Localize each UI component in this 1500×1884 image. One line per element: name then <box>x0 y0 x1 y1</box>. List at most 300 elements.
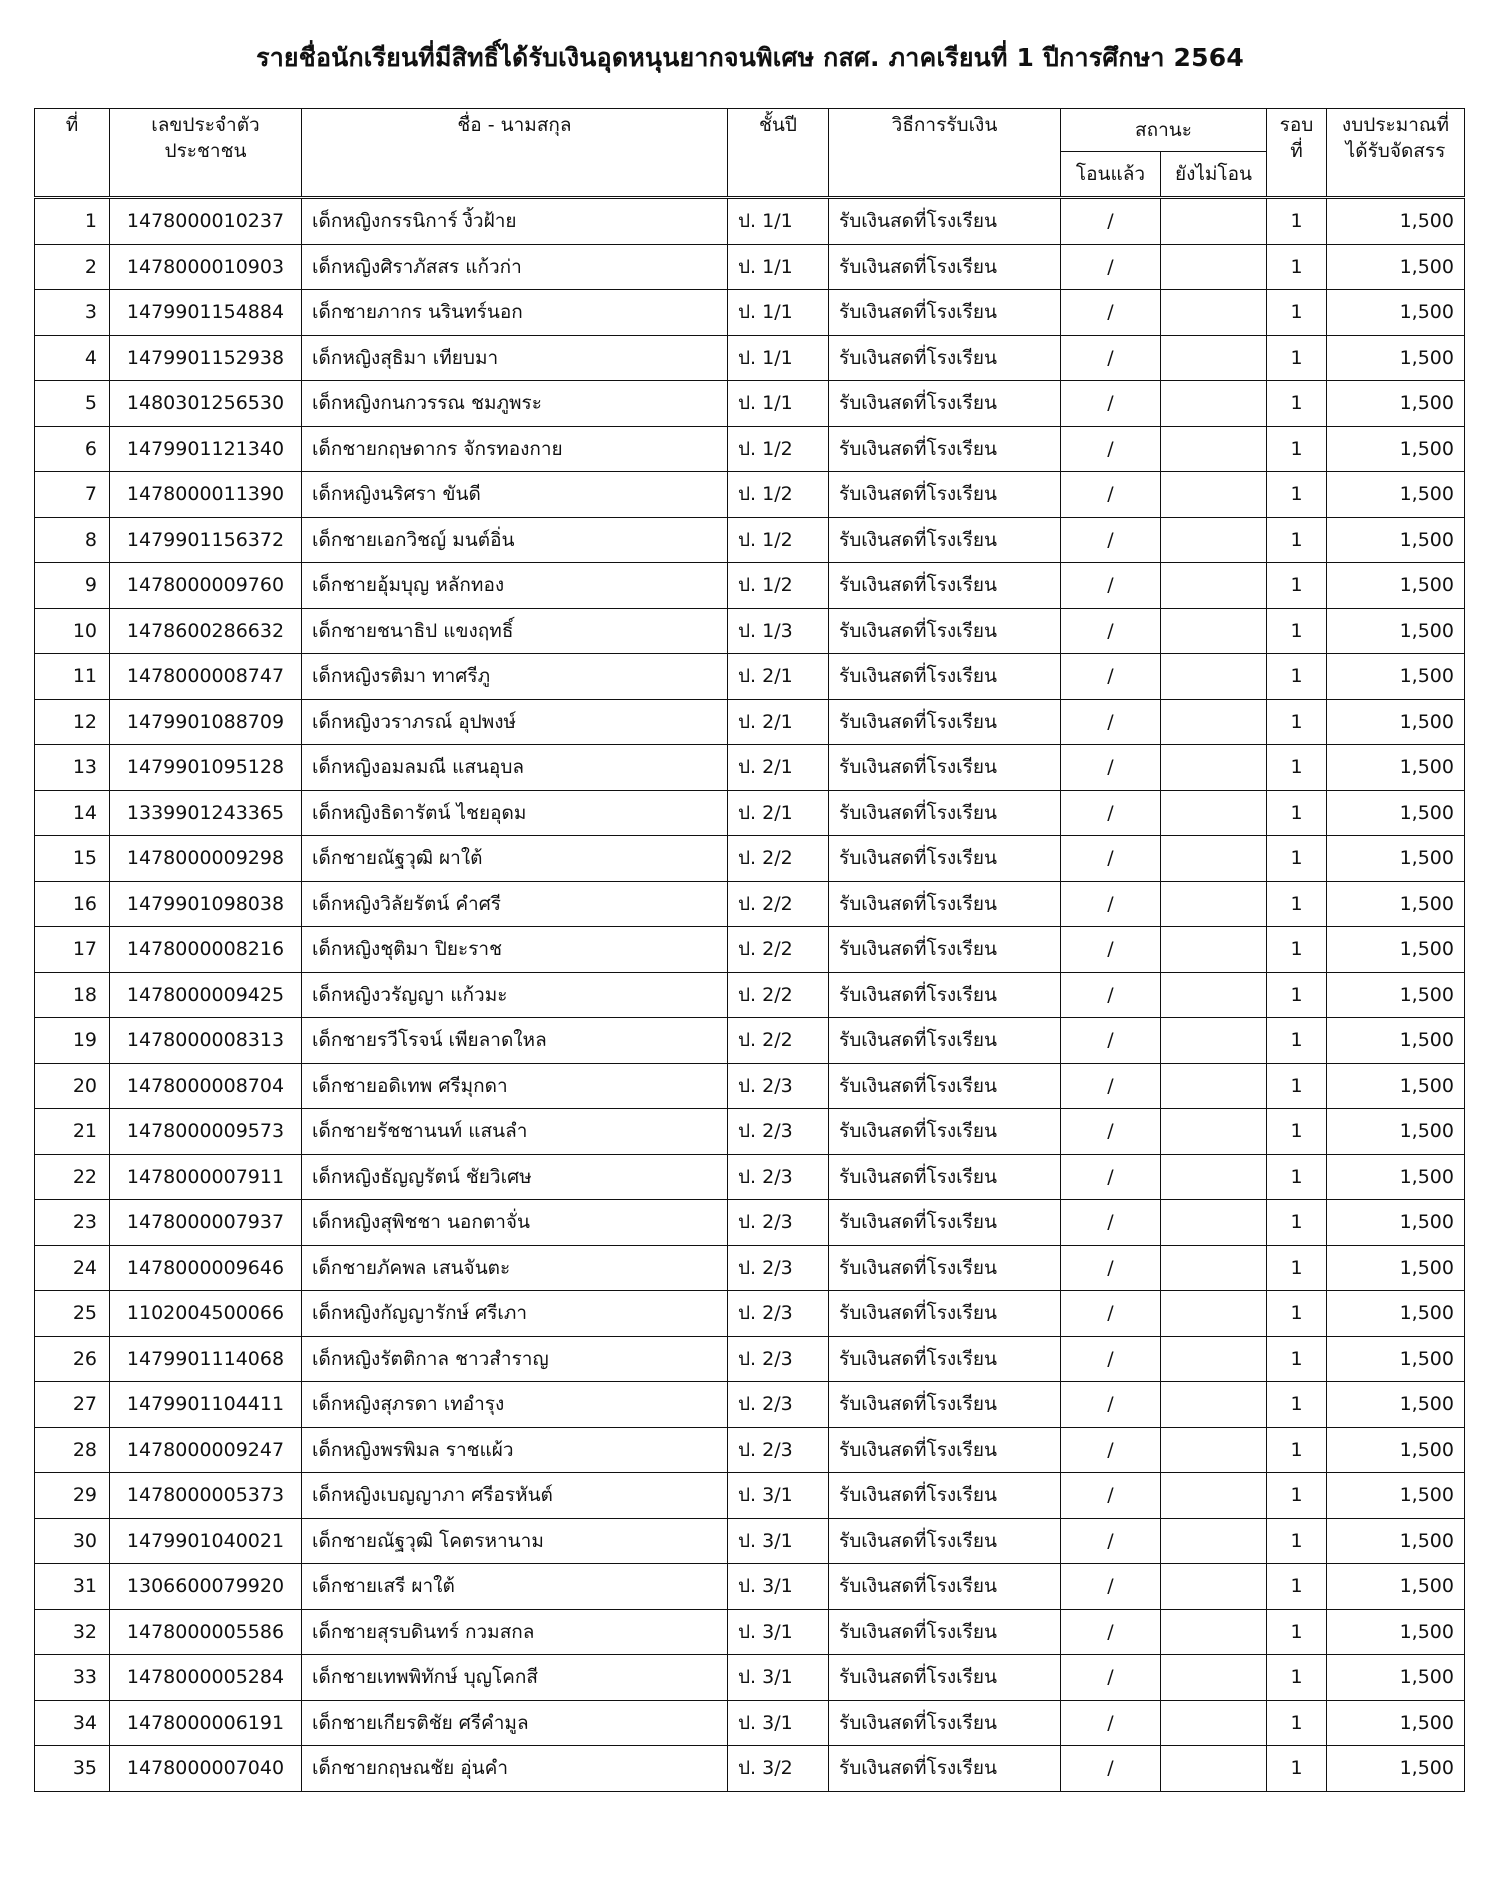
grade-level: ป. 3/1 <box>728 1609 829 1655</box>
table-row <box>35 1109 1465 1155</box>
header-method: วิธีการรับเงิน <box>829 109 1061 198</box>
row-number: 7 <box>35 472 110 518</box>
row-number: 19 <box>35 1018 110 1064</box>
transferred-mark: / <box>1061 244 1161 290</box>
student-name: เด็กชายเอกวิชญ์ มนต์อิ่น <box>302 517 728 563</box>
row-number: 33 <box>35 1655 110 1701</box>
payment-method: รับเงินสดที่โรงเรียน <box>829 745 1061 791</box>
header-amount-line2: ได้รับจัดสรร <box>1345 140 1446 162</box>
citizen-id: 1478000009247 <box>110 1427 302 1473</box>
citizen-id: 1479901104411 <box>110 1382 302 1428</box>
transferred-mark: / <box>1061 335 1161 381</box>
budget-amount: 1,500 <box>1327 1564 1465 1610</box>
row-number: 12 <box>35 699 110 745</box>
student-name: เด็กหญิงกรรนิการ์ งิ้วฝ้าย <box>302 198 728 245</box>
round-number: 1 <box>1267 1291 1327 1337</box>
table-row <box>35 1518 1465 1564</box>
budget-amount: 1,500 <box>1327 1200 1465 1246</box>
student-name: เด็กหญิงรัตติกาล ชาวสำราญ <box>302 1336 728 1382</box>
not-transferred-mark <box>1161 836 1267 882</box>
row-number: 29 <box>35 1473 110 1519</box>
payment-method: รับเงินสดที่โรงเรียน <box>829 1018 1061 1064</box>
grade-level: ป. 1/1 <box>728 335 829 381</box>
table-row <box>35 1018 1465 1064</box>
transferred-mark: / <box>1061 654 1161 700</box>
table-row <box>35 426 1465 472</box>
citizen-id: 1478000009646 <box>110 1245 302 1291</box>
transferred-mark: / <box>1061 198 1161 245</box>
row-number: 4 <box>35 335 110 381</box>
not-transferred-mark <box>1161 290 1267 336</box>
table-row <box>35 927 1465 973</box>
student-name: เด็กหญิงรติมา ทาศรีภู <box>302 654 728 700</box>
budget-amount: 1,500 <box>1327 198 1465 245</box>
row-number: 20 <box>35 1063 110 1109</box>
row-number: 11 <box>35 654 110 700</box>
payment-method: รับเงินสดที่โรงเรียน <box>829 1700 1061 1746</box>
grade-level: ป. 3/1 <box>728 1473 829 1519</box>
budget-amount: 1,500 <box>1327 290 1465 336</box>
budget-amount: 1,500 <box>1327 881 1465 927</box>
transferred-mark: / <box>1061 1700 1161 1746</box>
not-transferred-mark <box>1161 244 1267 290</box>
payment-method: รับเงินสดที่โรงเรียน <box>829 972 1061 1018</box>
not-transferred-mark <box>1161 1382 1267 1428</box>
citizen-id: 1478000007040 <box>110 1746 302 1792</box>
page-title: รายชื่อนักเรียนที่มีสิทธิ์ได้รับเงินอุดหนุนยากจนพิเศษ กสศ. ภาคเรียนที่ 1 ปีการศึกษา 2564 <box>256 43 1244 72</box>
row-number: 6 <box>35 426 110 472</box>
transferred-mark: / <box>1061 1154 1161 1200</box>
citizen-id: 1478000008747 <box>110 654 302 700</box>
table-row <box>35 290 1465 336</box>
transferred-mark: / <box>1061 1655 1161 1701</box>
not-transferred-mark <box>1161 517 1267 563</box>
payment-method: รับเงินสดที่โรงเรียน <box>829 472 1061 518</box>
payment-method: รับเงินสดที่โรงเรียน <box>829 244 1061 290</box>
transferred-mark: / <box>1061 1291 1161 1337</box>
grade-level: ป. 2/1 <box>728 790 829 836</box>
table-row <box>35 654 1465 700</box>
table-row <box>35 517 1465 563</box>
student-name: เด็กหญิงวรัญญา แก้วมะ <box>302 972 728 1018</box>
header-round <box>1267 109 1327 198</box>
round-number: 1 <box>1267 563 1327 609</box>
header-status: สถานะ <box>1061 109 1267 152</box>
table-row <box>35 1609 1465 1655</box>
round-number: 1 <box>1267 517 1327 563</box>
student-name: เด็กชายอุ้มบุญ หลักทอง <box>302 563 728 609</box>
transferred-mark: / <box>1061 1518 1161 1564</box>
transferred-mark: / <box>1061 381 1161 427</box>
round-number: 1 <box>1267 1564 1327 1610</box>
grade-level: ป. 2/3 <box>728 1427 829 1473</box>
grade-level: ป. 2/3 <box>728 1382 829 1428</box>
row-number: 17 <box>35 927 110 973</box>
student-name: เด็กชายกฤษณชัย อุ่นคำ <box>302 1746 728 1792</box>
grade-level: ป. 3/1 <box>728 1655 829 1701</box>
table-row <box>35 1700 1465 1746</box>
not-transferred-mark <box>1161 1700 1267 1746</box>
not-transferred-mark <box>1161 1200 1267 1246</box>
not-transferred-mark <box>1161 335 1267 381</box>
grade-level: ป. 2/1 <box>728 654 829 700</box>
not-transferred-mark <box>1161 1291 1267 1337</box>
student-name: เด็กหญิงวราภรณ์ อุปพงษ์ <box>302 699 728 745</box>
budget-amount: 1,500 <box>1327 1382 1465 1428</box>
payment-method: รับเงินสดที่โรงเรียน <box>829 1564 1061 1610</box>
not-transferred-mark <box>1161 881 1267 927</box>
table-row <box>35 1473 1465 1519</box>
header-round-line2: ที่ <box>1290 140 1303 162</box>
not-transferred-mark <box>1161 1746 1267 1792</box>
transferred-mark: / <box>1061 1109 1161 1155</box>
budget-amount: 1,500 <box>1327 608 1465 654</box>
payment-method: รับเงินสดที่โรงเรียน <box>829 198 1061 245</box>
round-number: 1 <box>1267 836 1327 882</box>
payment-method: รับเงินสดที่โรงเรียน <box>829 790 1061 836</box>
not-transferred-mark <box>1161 790 1267 836</box>
header-name: ชื่อ - นามสกุล <box>302 109 728 198</box>
payment-method: รับเงินสดที่โรงเรียน <box>829 927 1061 973</box>
header-transferred: โอนแล้ว <box>1061 152 1161 198</box>
student-name: เด็กหญิงอมลมณี แสนอุบล <box>302 745 728 791</box>
citizen-id: 1478000007911 <box>110 1154 302 1200</box>
row-number: 3 <box>35 290 110 336</box>
budget-amount: 1,500 <box>1327 426 1465 472</box>
student-name: เด็กหญิงเบญญาภา ศรีอรหันต์ <box>302 1473 728 1519</box>
student-name: เด็กหญิงสุพิชชา นอกตาจั่น <box>302 1200 728 1246</box>
transferred-mark: / <box>1061 608 1161 654</box>
grade-level: ป. 1/2 <box>728 517 829 563</box>
not-transferred-mark <box>1161 654 1267 700</box>
budget-amount: 1,500 <box>1327 1291 1465 1337</box>
student-name: เด็กชายชนาธิป แขงฤทธิ์ <box>302 608 728 654</box>
transferred-mark: / <box>1061 972 1161 1018</box>
row-number: 26 <box>35 1336 110 1382</box>
row-number: 34 <box>35 1700 110 1746</box>
grade-level: ป. 3/1 <box>728 1564 829 1610</box>
not-transferred-mark <box>1161 1564 1267 1610</box>
transferred-mark: / <box>1061 745 1161 791</box>
payment-method: รับเงินสดที่โรงเรียน <box>829 1609 1061 1655</box>
table-row <box>35 608 1465 654</box>
round-number: 1 <box>1267 472 1327 518</box>
row-number: 24 <box>35 1245 110 1291</box>
not-transferred-mark <box>1161 972 1267 1018</box>
payment-method: รับเงินสดที่โรงเรียน <box>829 836 1061 882</box>
row-number: 35 <box>35 1746 110 1792</box>
student-name: เด็กหญิงสุธิมา เทียบมา <box>302 335 728 381</box>
transferred-mark: / <box>1061 426 1161 472</box>
payment-method: รับเงินสดที่โรงเรียน <box>829 1427 1061 1473</box>
payment-method: รับเงินสดที่โรงเรียน <box>829 1746 1061 1792</box>
not-transferred-mark <box>1161 608 1267 654</box>
budget-amount: 1,500 <box>1327 1063 1465 1109</box>
citizen-id: 1478000010237 <box>110 198 302 245</box>
budget-amount: 1,500 <box>1327 563 1465 609</box>
student-name: เด็กชายเกียรติชัย ศรีคำมูล <box>302 1700 728 1746</box>
round-number: 1 <box>1267 1427 1327 1473</box>
grade-level: ป. 1/1 <box>728 244 829 290</box>
citizen-id: 1478000009573 <box>110 1109 302 1155</box>
grade-level: ป. 2/2 <box>728 836 829 882</box>
budget-amount: 1,500 <box>1327 745 1465 791</box>
budget-amount: 1,500 <box>1327 1427 1465 1473</box>
round-number: 1 <box>1267 1109 1327 1155</box>
budget-amount: 1,500 <box>1327 1473 1465 1519</box>
row-number: 9 <box>35 563 110 609</box>
grade-level: ป. 1/1 <box>728 198 829 245</box>
citizen-id: 1479901114068 <box>110 1336 302 1382</box>
grade-level: ป. 2/3 <box>728 1154 829 1200</box>
budget-amount: 1,500 <box>1327 472 1465 518</box>
grade-level: ป. 2/2 <box>728 927 829 973</box>
student-name: เด็กชายณัฐวุฒิ โคตรหานาม <box>302 1518 728 1564</box>
round-number: 1 <box>1267 1382 1327 1428</box>
table-body <box>35 198 1465 1792</box>
citizen-id: 1478000008216 <box>110 927 302 973</box>
round-number: 1 <box>1267 1063 1327 1109</box>
table-row <box>35 472 1465 518</box>
citizen-id: 1478000006191 <box>110 1700 302 1746</box>
citizen-id: 1479901040021 <box>110 1518 302 1564</box>
round-number: 1 <box>1267 426 1327 472</box>
transferred-mark: / <box>1061 1018 1161 1064</box>
budget-amount: 1,500 <box>1327 927 1465 973</box>
student-name: เด็กหญิงกัญญารักษ์ ศรีเภา <box>302 1291 728 1337</box>
student-name: เด็กชายณัฐวุฒิ ผาใต้ <box>302 836 728 882</box>
payment-method: รับเงินสดที่โรงเรียน <box>829 1518 1061 1564</box>
grade-level: ป. 2/3 <box>728 1200 829 1246</box>
payment-method: รับเงินสดที่โรงเรียน <box>829 335 1061 381</box>
table-row <box>35 1427 1465 1473</box>
round-number: 1 <box>1267 608 1327 654</box>
payment-method: รับเงินสดที่โรงเรียน <box>829 1245 1061 1291</box>
citizen-id: 1479901154884 <box>110 290 302 336</box>
not-transferred-mark <box>1161 1018 1267 1064</box>
transferred-mark: / <box>1061 1427 1161 1473</box>
grade-level: ป. 2/1 <box>728 745 829 791</box>
grade-level: ป. 2/3 <box>728 1109 829 1155</box>
round-number: 1 <box>1267 927 1327 973</box>
table-row <box>35 836 1465 882</box>
student-name: เด็กหญิงนริศรา ขันดี <box>302 472 728 518</box>
table-row <box>35 699 1465 745</box>
budget-amount: 1,500 <box>1327 1655 1465 1701</box>
transferred-mark: / <box>1061 1609 1161 1655</box>
student-name: เด็กชายรัชชานนท์ แสนลำ <box>302 1109 728 1155</box>
transferred-mark: / <box>1061 1382 1161 1428</box>
citizen-id: 1479901098038 <box>110 881 302 927</box>
not-transferred-mark <box>1161 472 1267 518</box>
payment-method: รับเงินสดที่โรงเรียน <box>829 290 1061 336</box>
transferred-mark: / <box>1061 1746 1161 1792</box>
transferred-mark: / <box>1061 472 1161 518</box>
citizen-id: 1478000011390 <box>110 472 302 518</box>
not-transferred-mark <box>1161 1655 1267 1701</box>
payment-method: รับเงินสดที่โรงเรียน <box>829 1291 1061 1337</box>
round-number: 1 <box>1267 335 1327 381</box>
not-transferred-mark <box>1161 426 1267 472</box>
citizen-id: 1479901156372 <box>110 517 302 563</box>
payment-method: รับเงินสดที่โรงเรียน <box>829 1336 1061 1382</box>
student-name: เด็กชายกฤษดากร จักรทองกาย <box>302 426 728 472</box>
payment-method: รับเงินสดที่โรงเรียน <box>829 1382 1061 1428</box>
student-name: เด็กชายภัคพล เสนจันตะ <box>302 1245 728 1291</box>
payment-method: รับเงินสดที่โรงเรียน <box>829 1655 1061 1701</box>
student-name: เด็กหญิงสุภรดา เทอำรุง <box>302 1382 728 1428</box>
payment-method: รับเงินสดที่โรงเรียน <box>829 381 1061 427</box>
row-number: 18 <box>35 972 110 1018</box>
round-number: 1 <box>1267 1746 1327 1792</box>
citizen-id: 1478600286632 <box>110 608 302 654</box>
payment-method: รับเงินสดที่โรงเรียน <box>829 563 1061 609</box>
table-row <box>35 1200 1465 1246</box>
student-name: เด็กชายภากร นรินทร์นอก <box>302 290 728 336</box>
row-number: 27 <box>35 1382 110 1428</box>
budget-amount: 1,500 <box>1327 1518 1465 1564</box>
student-name: เด็กชายอดิเทพ ศรีมุกดา <box>302 1063 728 1109</box>
table-row <box>35 1336 1465 1382</box>
row-number: 25 <box>35 1291 110 1337</box>
row-number: 31 <box>35 1564 110 1610</box>
citizen-id: 1479901152938 <box>110 335 302 381</box>
row-number: 1 <box>35 198 110 245</box>
table-row <box>35 972 1465 1018</box>
not-transferred-mark <box>1161 745 1267 791</box>
student-name: เด็กหญิงชุติมา ปิยะราช <box>302 927 728 973</box>
grade-level: ป. 2/2 <box>728 881 829 927</box>
payment-method: รับเงินสดที่โรงเรียน <box>829 426 1061 472</box>
budget-amount: 1,500 <box>1327 1154 1465 1200</box>
table-row <box>35 563 1465 609</box>
budget-amount: 1,500 <box>1327 335 1465 381</box>
student-name: เด็กชายเสรี ผาใต้ <box>302 1564 728 1610</box>
table-row <box>35 1245 1465 1291</box>
grade-level: ป. 2/2 <box>728 972 829 1018</box>
citizen-id: 1306600079920 <box>110 1564 302 1610</box>
transferred-mark: / <box>1061 927 1161 973</box>
round-number: 1 <box>1267 654 1327 700</box>
row-number: 28 <box>35 1427 110 1473</box>
budget-amount: 1,500 <box>1327 1700 1465 1746</box>
table-row <box>35 1746 1465 1792</box>
header-id <box>110 109 302 198</box>
payment-method: รับเงินสดที่โรงเรียน <box>829 1154 1061 1200</box>
transferred-mark: / <box>1061 1336 1161 1382</box>
not-transferred-mark <box>1161 563 1267 609</box>
table-row <box>35 881 1465 927</box>
student-table <box>34 108 1465 1792</box>
round-number: 1 <box>1267 198 1327 245</box>
citizen-id: 1478000005284 <box>110 1655 302 1701</box>
not-transferred-mark <box>1161 699 1267 745</box>
header-id-line1: เลขประจำตัว <box>151 114 260 136</box>
payment-method: รับเงินสดที่โรงเรียน <box>829 517 1061 563</box>
budget-amount: 1,500 <box>1327 1109 1465 1155</box>
round-number: 1 <box>1267 1700 1327 1746</box>
payment-method: รับเงินสดที่โรงเรียน <box>829 608 1061 654</box>
transferred-mark: / <box>1061 1200 1161 1246</box>
header-round-line1: รอบ <box>1279 114 1314 136</box>
round-number: 1 <box>1267 1336 1327 1382</box>
student-name: เด็กหญิงธัญญรัตน์ ชัยวิเศษ <box>302 1154 728 1200</box>
payment-method: รับเงินสดที่โรงเรียน <box>829 1200 1061 1246</box>
transferred-mark: / <box>1061 836 1161 882</box>
round-number: 1 <box>1267 745 1327 791</box>
table-row <box>35 1291 1465 1337</box>
not-transferred-mark <box>1161 1473 1267 1519</box>
transferred-mark: / <box>1061 1063 1161 1109</box>
table-row <box>35 790 1465 836</box>
citizen-id: 1102004500066 <box>110 1291 302 1337</box>
row-number: 13 <box>35 745 110 791</box>
budget-amount: 1,500 <box>1327 790 1465 836</box>
citizen-id: 1480301256530 <box>110 381 302 427</box>
transferred-mark: / <box>1061 517 1161 563</box>
not-transferred-mark <box>1161 198 1267 245</box>
row-number: 10 <box>35 608 110 654</box>
budget-amount: 1,500 <box>1327 1018 1465 1064</box>
header-amount <box>1327 109 1465 198</box>
budget-amount: 1,500 <box>1327 1609 1465 1655</box>
round-number: 1 <box>1267 972 1327 1018</box>
row-number: 5 <box>35 381 110 427</box>
row-number: 23 <box>35 1200 110 1246</box>
header-id-line2: ประชาชน <box>164 140 247 162</box>
citizen-id: 1478000009760 <box>110 563 302 609</box>
grade-level: ป. 2/3 <box>728 1291 829 1337</box>
citizen-id: 1479901095128 <box>110 745 302 791</box>
budget-amount: 1,500 <box>1327 244 1465 290</box>
round-number: 1 <box>1267 381 1327 427</box>
payment-method: รับเงินสดที่โรงเรียน <box>829 1063 1061 1109</box>
round-number: 1 <box>1267 244 1327 290</box>
row-number: 22 <box>35 1154 110 1200</box>
table-header <box>35 109 1465 198</box>
payment-method: รับเงินสดที่โรงเรียน <box>829 881 1061 927</box>
not-transferred-mark <box>1161 1245 1267 1291</box>
grade-level: ป. 1/2 <box>728 563 829 609</box>
table-row <box>35 1063 1465 1109</box>
row-number: 21 <box>35 1109 110 1155</box>
table-row <box>35 244 1465 290</box>
budget-amount: 1,500 <box>1327 1245 1465 1291</box>
grade-level: ป. 2/2 <box>728 1018 829 1064</box>
budget-amount: 1,500 <box>1327 1336 1465 1382</box>
transferred-mark: / <box>1061 1473 1161 1519</box>
grade-level: ป. 1/3 <box>728 608 829 654</box>
citizen-id: 1478000008313 <box>110 1018 302 1064</box>
grade-level: ป. 3/1 <box>728 1518 829 1564</box>
grade-level: ป. 2/3 <box>728 1336 829 1382</box>
header-grade: ชั้นปี <box>728 109 829 198</box>
transferred-mark: / <box>1061 699 1161 745</box>
header-no: ที่ <box>35 109 110 198</box>
student-name: เด็กชายสุรบดินทร์ กวมสกล <box>302 1609 728 1655</box>
round-number: 1 <box>1267 1245 1327 1291</box>
round-number: 1 <box>1267 1609 1327 1655</box>
round-number: 1 <box>1267 699 1327 745</box>
payment-method: รับเงินสดที่โรงเรียน <box>829 1473 1061 1519</box>
grade-level: ป. 2/3 <box>728 1063 829 1109</box>
student-table-container <box>34 108 1464 1792</box>
citizen-id: 1478000009425 <box>110 972 302 1018</box>
table-row <box>35 335 1465 381</box>
round-number: 1 <box>1267 1200 1327 1246</box>
not-transferred-mark <box>1161 1518 1267 1564</box>
citizen-id: 1478000005586 <box>110 1609 302 1655</box>
